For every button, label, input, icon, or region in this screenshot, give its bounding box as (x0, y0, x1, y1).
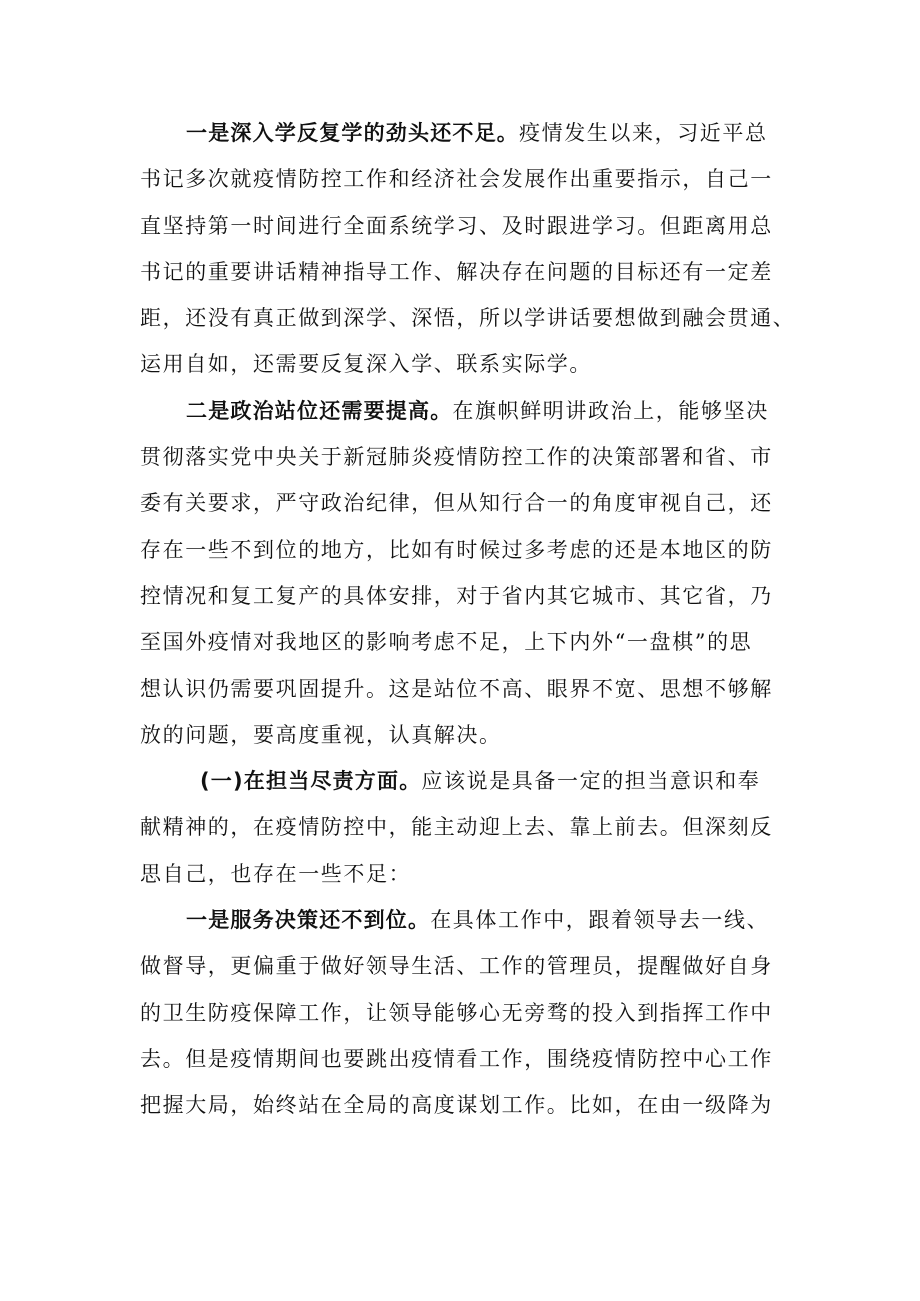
paragraph-2-line-7: 想认识仍需要巩固提升。这是站位不高、眼界不宽、思想不够解 (140, 676, 773, 701)
paragraph-3-text: 应该说是具备一定的担当意识和奉 (421, 769, 761, 794)
paragraph-2-line-2: 贯彻落实党中央关于新冠肺炎疫情防控工作的决策部署和省、市 (140, 445, 773, 470)
paragraph-4-line-5: 把握大局，始终站在全局的高度谋划工作。比如，在由一级降为 (140, 1093, 773, 1118)
paragraph-4-lead: 一是服务决策还不到位。 (186, 908, 431, 933)
paragraph-2-line-4: 存在一些不到位的地方，比如有时候过多考虑的还是本地区的防 (140, 537, 773, 562)
paragraph-1-line-1 (140, 110, 805, 156)
document-body (140, 110, 805, 1129)
paragraph-2-line-1 (140, 388, 805, 434)
paragraph-3-line-3: 思自己，也存在一些不足： (140, 861, 412, 886)
paragraph-4-line-4: 去。但是疫情期间也要跳出疫情看工作，围绕疫情防控中心工作 (140, 1046, 773, 1071)
paragraph-1-line-4: 书记的重要讲话精神指导工作、解决存在问题的目标还有一定差 (140, 259, 773, 284)
paragraph-2-line-6: 至国外疫情对我地区的影响考虑不足，上下内外“一盘棋”的思 (140, 630, 753, 655)
paragraph-4-line-3: 的卫生防疫保障工作，让领导能够心无旁骛的投入到指挥工作中 (140, 1000, 773, 1025)
paragraph-2-text: 在旗帜鲜明讲政治上，能够坚决 (452, 398, 769, 423)
paragraph-1-line-6: 运用自如，还需要反复深入学、联系实际学。 (140, 352, 592, 377)
paragraph-2-line-5: 控情况和复工复产的具体安排，对于省内其它城市、其它省，乃 (140, 583, 773, 608)
paragraph-1-line-2: 书记多次就疫情防控工作和经济社会发展作出重要指示，自己一 (140, 167, 773, 192)
paragraph-3-line-1 (140, 758, 805, 804)
paragraph-1-lead: 一是深入学反复学的劲头还不足。 (186, 121, 519, 145)
paragraph-1-line-5: 距，还没有真正做到深学、深悟，所以学讲话要想做到融会贯通、 (140, 306, 796, 331)
paragraph-1-text: 疫情发生以来，习近平总 (519, 121, 768, 145)
paragraph-4-text: 在具体工作中，跟着领导去一线、 (430, 908, 770, 933)
paragraph-4-line-1 (140, 897, 805, 943)
paragraph-2-line-3: 委有关要求，严守政治纪律，但从知行合一的角度审视自己，还 (140, 491, 773, 516)
paragraph-2-line-8: 放的问题，要高度重视，认真解决。 (140, 722, 502, 747)
paragraph-3-lead: (一)在担当尽责方面。 (200, 769, 422, 794)
paragraph-4-line-2: 做督导，更偏重于做好领导生活、工作的管理员，提醒做好自身 (140, 954, 773, 979)
paragraph-1-line-3: 直坚持第一时间进行全面系统学习、及时跟进学习。但距离用总 (140, 213, 773, 238)
paragraph-2-lead: 二是政治站位还需要提高。 (186, 398, 453, 423)
paragraph-3-line-2: 献精神的，在疫情防控中，能主动迎上去、靠上前去。但深刻反 (140, 815, 773, 840)
